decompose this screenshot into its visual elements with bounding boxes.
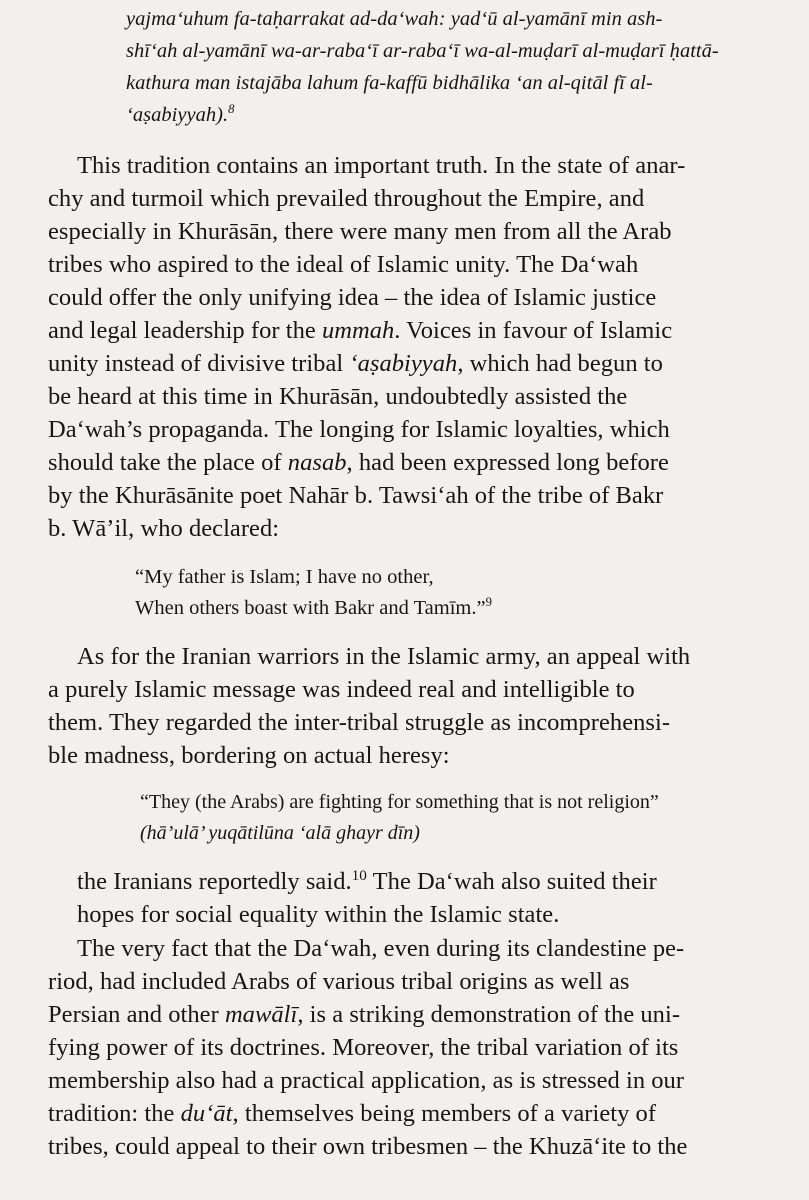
text-run: . Voices in favour of Islamic	[394, 317, 673, 344]
italic-term: ummah	[321, 317, 395, 344]
paragraph-line: Da‘wah’s propaganda. The longing for Islamic loyalties, which	[48, 416, 670, 443]
italic-term: mawālī	[224, 1001, 298, 1028]
block-quote-line: shī‘ah al-yamānī wa-ar-raba‘ī ar-raba‘ī wa-al-muḍarī al-muḍarī ḥattā-	[126, 40, 719, 62]
verse-text: When others boast with Bakr and Tamīm.”	[135, 597, 486, 619]
paragraph-line: As for the Iranian warriors in the Islamic army, an appeal with	[77, 643, 691, 670]
block-quote-text: ‘aṣabiyyah).	[126, 104, 229, 126]
paragraph-line: ble madness, bordering on actual heresy:	[48, 742, 450, 769]
text-run: , is a striking demonstration of the uni-	[297, 1001, 681, 1028]
paragraph-line: especially in Khurāsān, there were many men from all the Arab	[48, 218, 672, 245]
italic-term: ‘aṣabiyyah	[349, 350, 458, 377]
paragraph-line	[77, 866, 657, 895]
text-run: , which had begun to	[457, 350, 663, 377]
verse-line: “My father is Islam; I have no other,	[135, 566, 434, 588]
block-quote-line	[126, 102, 235, 126]
paragraph-line: could offer the only unifying idea – the idea of Islamic justice	[48, 284, 657, 311]
paragraph-line	[48, 319, 672, 344]
paragraph-line: by the Khurāsānite poet Nahār b. Tawsi‘ah of the tribe of Bakr	[48, 482, 664, 509]
paragraph-line: tribes, could appeal to their own tribesmen – the Khuzā‘ite to the	[48, 1133, 688, 1160]
block-quote-line: yajma‘uhum fa-taḥarrakat ad-da‘wah: yad‘ū al-yamānī min ash-	[126, 8, 663, 30]
block-quote-line: kathura man istajāba lahum fa-kaffū bidhālika ‘an al-qitāl fī al-	[126, 72, 653, 94]
text-run: should take the place of	[48, 449, 288, 476]
footnote-ref: 10	[351, 866, 367, 884]
paragraph-line: membership also had a practical application, as is stressed in our	[48, 1067, 685, 1094]
paragraph-line: them. They regarded the inter-tribal struggle as incomprehensi-	[48, 709, 671, 736]
text-run: , themselves being members of a variety of	[232, 1100, 657, 1127]
italic-term: nasab	[287, 449, 347, 476]
paragraph-line	[48, 1003, 680, 1028]
paragraph-line: The very fact that the Da‘wah, even during its clandestine pe-	[77, 935, 685, 962]
text-run: the Iranians reportedly said.	[77, 868, 352, 895]
paragraph-line	[48, 1102, 656, 1127]
text-run: unity instead of divisive tribal	[48, 350, 350, 377]
paragraph-line: chy and turmoil which prevailed throughout the Empire, and	[48, 185, 645, 212]
verse-line	[135, 595, 492, 619]
paragraph-line: tribes who aspired to the ideal of Islamic unity. The Da‘wah	[48, 251, 639, 278]
text-run: Persian and other	[48, 1001, 225, 1028]
italic-term: du‘āt	[180, 1100, 233, 1127]
text-run: , had been expressed long before	[346, 449, 669, 476]
paragraph-line	[48, 352, 663, 377]
quote-transliteration: (hā’ulā’ yuqātilūna ‘alā ghayr dīn)	[140, 822, 420, 844]
footnote-ref: 9	[485, 595, 492, 610]
paragraph-line: be heard at this time in Khurāsān, undoubtedly assisted the	[48, 383, 628, 410]
paragraph-line	[48, 451, 669, 476]
paragraph-line: a purely Islamic message was indeed real and intelligible to	[48, 676, 635, 703]
paragraph-line: riod, had included Arabs of various tribal origins as well as	[48, 968, 630, 995]
paragraph-line: fying power of its doctrines. Moreover, the tribal variation of its	[48, 1034, 679, 1061]
quote-line: “They (the Arabs) are fighting for something that is not religion”	[140, 791, 659, 813]
paragraph-line: b. Wā’il, who declared:	[48, 515, 280, 542]
paragraph-line: This tradition contains an important truth. In the state of anar-	[77, 152, 686, 179]
paragraph-line: hopes for social equality within the Islamic state.	[77, 901, 560, 928]
text-run: and legal leadership for the	[48, 317, 322, 344]
text-run: The Da‘wah also suited their	[366, 868, 657, 895]
text-run: tradition: the	[48, 1100, 181, 1127]
footnote-ref: 8	[228, 102, 235, 117]
